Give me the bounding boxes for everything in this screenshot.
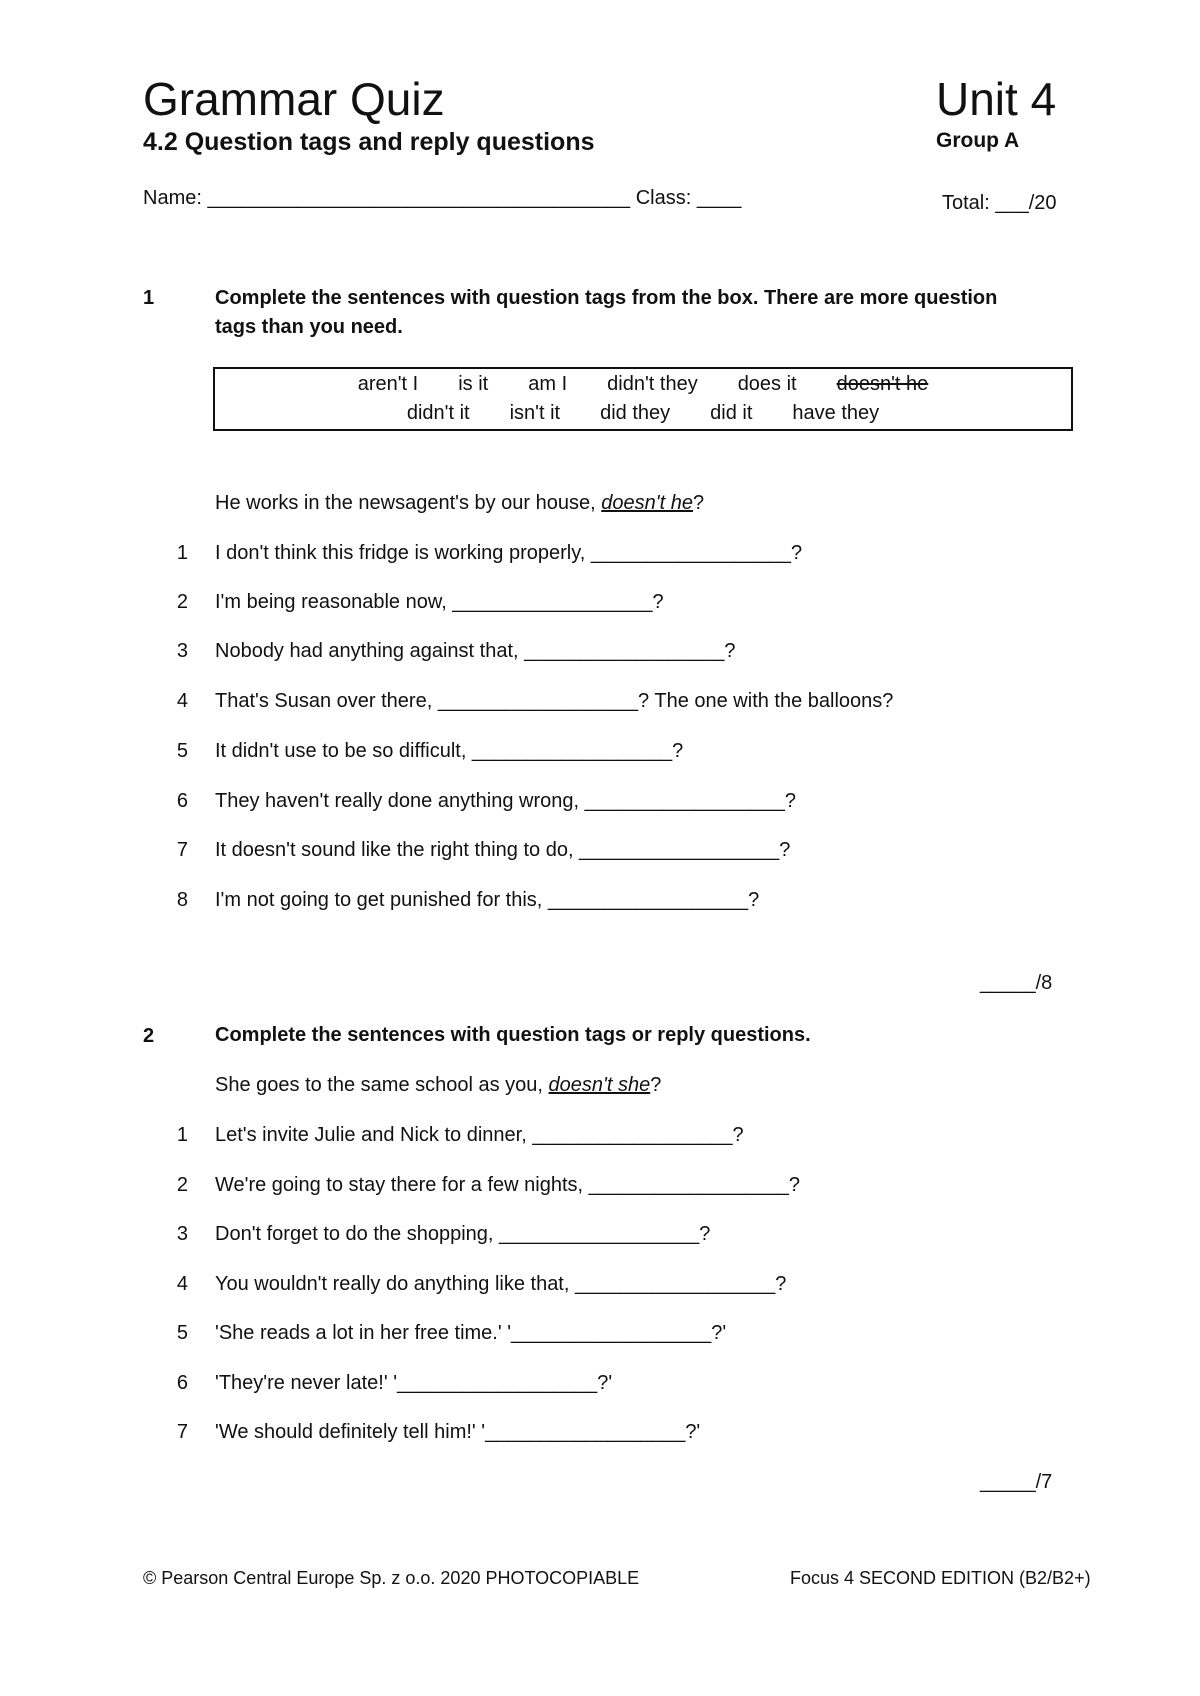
item-text: I'm not going to get punished for this, __________________?: [215, 889, 760, 911]
item-number: 4: [176, 690, 188, 712]
item-text: Don't forget to do the shopping, __________________?: [215, 1223, 711, 1245]
item-text: We're going to stay there for a few nights, __________________?: [215, 1174, 800, 1196]
name-class-line: Name: ______________________________________ Class: ____: [143, 187, 742, 209]
item-text: That's Susan over there, __________________? The one with the balloons?: [215, 690, 894, 712]
example-suffix: ?: [692, 492, 705, 514]
box-word: didn't they: [607, 373, 698, 395]
section2-score: _____/7: [980, 1471, 1053, 1493]
item-number: 2: [176, 1174, 188, 1196]
item-text: You wouldn't really do anything like that, __________________?: [215, 1273, 787, 1295]
item-number: 7: [176, 839, 188, 861]
box-word: didn't it: [406, 402, 470, 424]
item-number: 6: [176, 790, 188, 812]
item-number: 4: [176, 1273, 188, 1295]
box-word: does it: [737, 373, 797, 395]
section1-example: [215, 492, 704, 515]
item-text: They haven't really done anything wrong, __________________?: [215, 790, 796, 812]
item-number: 8: [176, 889, 188, 911]
item-number: 7: [176, 1421, 188, 1443]
item-text: Nobody had anything against that, __________________?: [215, 640, 736, 662]
page-title: Grammar Quiz: [143, 73, 445, 125]
item-number: 6: [176, 1372, 188, 1394]
box-word: am I: [528, 373, 568, 395]
example-text: She goes to the same school as you,: [215, 1074, 543, 1096]
section2-number: 2: [143, 1025, 155, 1047]
box-row-1: [215, 373, 1071, 396]
item-text: 'We should definitely tell him!' '__________________?': [215, 1421, 701, 1443]
item-number: 2: [176, 591, 188, 613]
example-suffix: ?: [650, 1074, 662, 1096]
footer-edition: Focus 4 SECOND EDITION (B2/B2+): [790, 1568, 1091, 1588]
group-label: Group A: [936, 129, 1020, 152]
item-text: I don't think this fridge is working properly, __________________?: [215, 542, 803, 564]
box-word: did they: [600, 402, 671, 424]
section1-instruction: Complete the sentences with question tags from the box. There are more question tags than you need.: [215, 287, 998, 338]
item-number: 3: [176, 1223, 188, 1245]
item-text: Let's invite Julie and Nick to dinner, __________________?: [215, 1124, 744, 1146]
item-text: 'She reads a lot in her free time.' '__________________?': [215, 1322, 727, 1344]
example-answer: doesn't she: [548, 1074, 651, 1096]
question-tag-box: [213, 367, 1073, 431]
unit-label: Unit 4: [936, 73, 1057, 125]
footer-copyright: © Pearson Central Europe Sp. z o.o. 2020 PHOTOCOPIABLE: [143, 1568, 640, 1588]
item-number: 1: [176, 542, 188, 564]
box-word: isn't it: [509, 402, 561, 424]
section2-example: [215, 1074, 661, 1097]
box-word: aren't I: [357, 373, 419, 395]
box-row-2: [215, 402, 1071, 425]
box-word: did it: [710, 402, 753, 424]
section1-score: _____/8: [980, 972, 1053, 994]
item-number: 3: [176, 640, 188, 662]
section1-number: 1: [143, 287, 155, 309]
box-word-crossed-out: doesn't he: [836, 373, 929, 395]
example-text: He works in the newsagent's by our house,: [215, 492, 596, 514]
total-score: Total: ___/20: [942, 192, 1057, 214]
item-number: 1: [176, 1124, 188, 1146]
box-word: is it: [458, 373, 489, 395]
item-number: 5: [176, 1322, 188, 1344]
example-answer: doesn't he: [601, 492, 693, 514]
item-text: I'm being reasonable now, __________________?: [215, 591, 664, 613]
item-number: 5: [176, 740, 188, 762]
box-word: have they: [792, 402, 880, 424]
item-text: It didn't use to be so difficult, __________________?: [215, 740, 684, 762]
item-text: It doesn't sound like the right thing to do, __________________?: [215, 839, 791, 861]
page-subtitle: 4.2 Question tags and reply questions: [143, 128, 595, 156]
section2-instruction: Complete the sentences with question tags or reply questions.: [215, 1024, 811, 1046]
item-text: 'They're never late!' '__________________?': [215, 1372, 613, 1394]
